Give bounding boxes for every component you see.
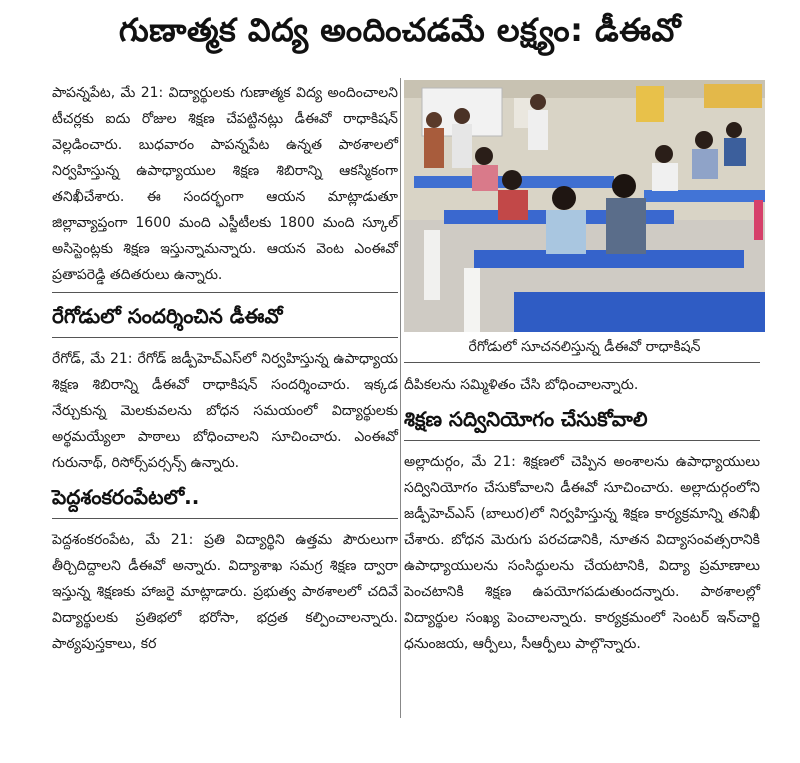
article-paragraph: పాపన్నపేట, మే 21: విద్యార్థులకు గుణాత్మక విద్య అందించాలని టీచర్లకు ఐదు రోజుల శిక్షణ చేపట్టినట్లు డీఈవో రాధాకిషన్ వెల్లడించారు. బుధవారం పాపన్నపేట ఉన్నత పాఠశాలలో నిర్వహిస్తున్న ఉపాధ్యాయుల శిక్షణ శిబిరాన్ని ఆకస్మికంగా తనిఖీచేశారు. ఈ సందర్భంగా ఆయన మాట్లాడుతూ జిల్లావ్యాప్తంగా 1600 మంది ఎస్జీటీలకు 1800 మంది స్కూల్ అసిస్టెంట్లకు శిక్షణ ఇస్తున్నామన్నారు. ఆయన వెంట ఎంఈవో ప్రతాపరెడ్డి తదితరులు ఉన్నారు.: [52, 85, 398, 283]
subheading: శిక్షణ సద్వినియోగం చేసుకోవాలి: [404, 404, 760, 441]
caption-divider: [404, 362, 760, 363]
photo-caption: రేగోడులో సూచనలిస్తున్న డీఈవో రాధాకిషన్: [468, 339, 701, 355]
section-divider: [52, 292, 398, 293]
right-column: [404, 372, 760, 657]
article-paragraph: రేగోడ్, మే 21: రేగోడ్ జడ్పీహెచ్ఎస్‌లో నిర్వహిస్తున్న ఉపాధ్యాయ శిక్షణ శిబిరాన్ని డీఈవో రాధాకిషన్ సందర్శించారు. ఇక్కడ నేర్చుకున్న మెలకువలను బోధన సమయంలో విద్యార్థులకు అర్థమయ్యేలా పాఠాలు బోధించాలని సూచించారు. ఎంఈవో గురునాథ్, రిసోర్స్‌పర్సన్స్ ఉన్నారు.: [52, 351, 398, 471]
classroom-photo: [404, 80, 765, 332]
article-paragraph: అల్లాదుర్గం, మే 21: శిక్షణలో చెప్పిన అంశాలను ఉపాధ్యాయులు సద్వినియోగం చేసుకోవాలని డీఈవో సూచించారు. అల్లాదుర్గంలోని జడ్పీహెచ్ఎస్ (బాలుర)లో నిర్వహిస్తున్న శిక్షణ కార్యక్రమాన్ని తనిఖీ చేశారు. బోధన మెరుగు పరచడానికి, నూతన విద్యాసంవత్సరానికి ఉపాధ్యాయులను సంసిద్ధులను చేయటానికి, విద్యా ప్రమాణాలు పెంచటానికి శిక్షణ ఉపయోగపడుతుందన్నారు. పాఠశాలల్లో విద్యార్థుల సంఖ్య పెంచాలన్నారు. కార్యక్రమంలో సెంటర్ ఇన్‌చార్జి ధనుంజయ, ఆర్పీలు, సీఆర్పీలు పాల్గొన్నారు.: [404, 454, 760, 652]
article-paragraph: దీపికలను సమ్మిళితం చేసి బోధించాలన్నారు.: [404, 377, 639, 393]
left-column: [52, 80, 398, 657]
column-divider: [400, 78, 401, 718]
article-paragraph: పెద్దశంకరంపేట, మే 21: ప్రతి విద్యార్థిని ఉత్తమ పౌరులుగా తీర్చిదిద్దాలని డీఈవో అన్నారు. విద్యాశాఖ సమగ్ర శిక్షణ ద్వారా ఇస్తున్న శిక్షణకు హాజరై మాట్లాడారు. ప్రభుత్వ పాఠశాలలో చదివే విద్యార్థులకు ప్రతిభలో భరోసా, భద్రత కల్పించాలన్నారు. పాఠ్యపుస్తకాలు, కర: [52, 532, 398, 652]
headline: గుణాత్మక విద్య అందించడమే లక్ష్యం: డీఈవో: [118, 11, 682, 49]
subheading: రేగోడులో సందర్శించిన డీఈవో: [52, 301, 398, 338]
subheading: పెద్దశంకరంపేటలో..: [52, 482, 398, 519]
